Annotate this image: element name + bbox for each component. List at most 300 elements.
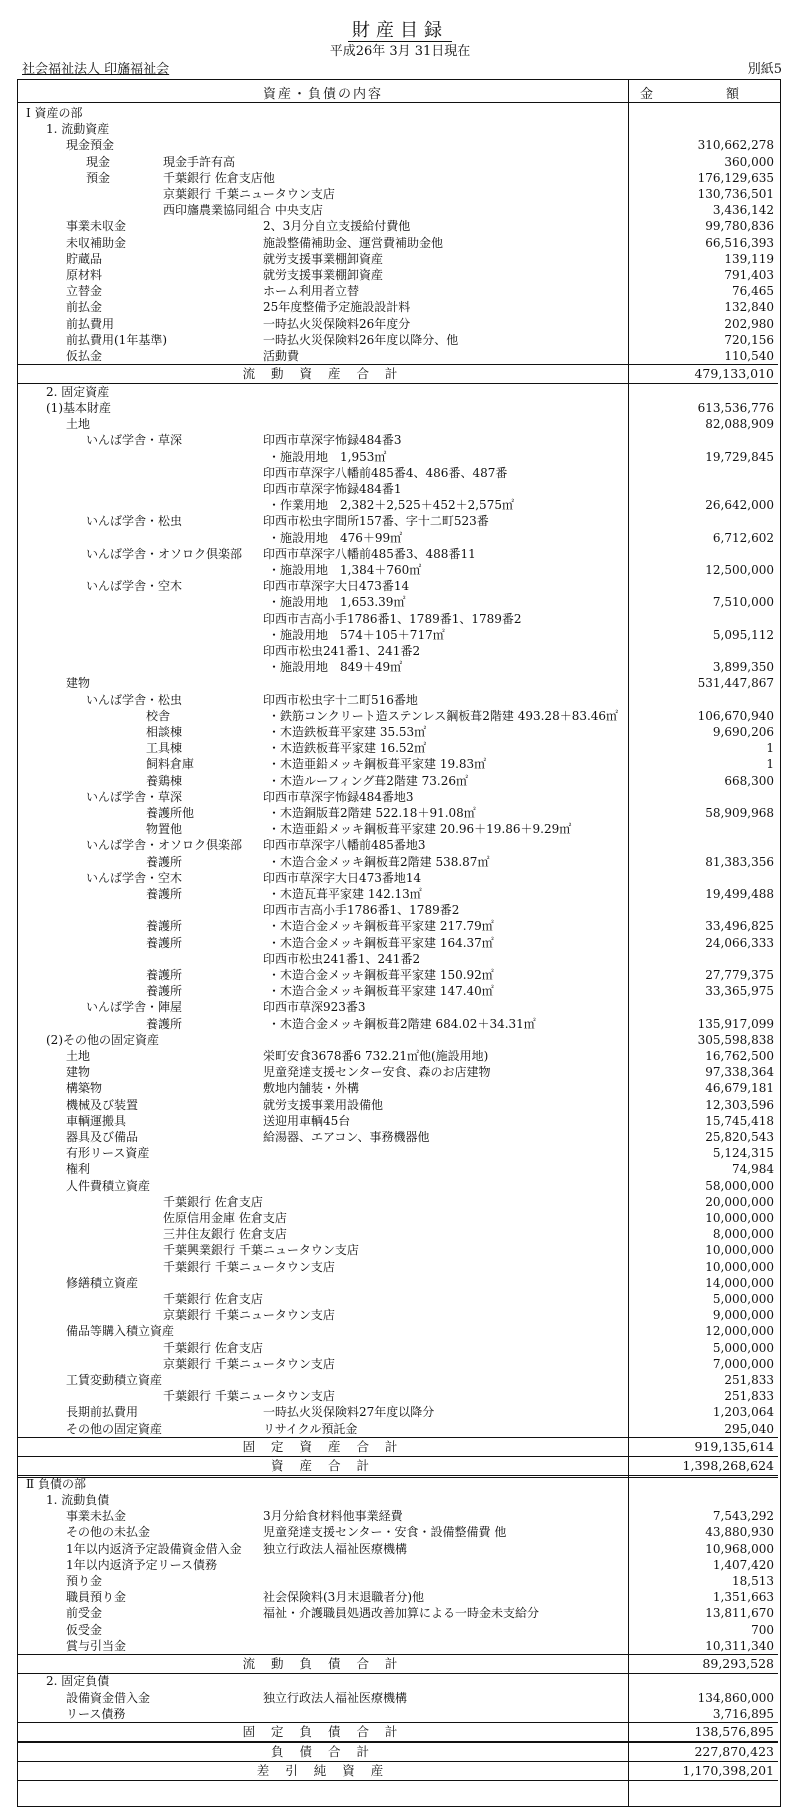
item-description: 活動費 <box>263 349 300 363</box>
item-amount: 7,000,000 <box>712 1356 774 1371</box>
item-label: いんば学舎・陣屋 <box>86 1000 183 1015</box>
organization-name: 社会福祉法人 印旛福祉会 <box>22 62 170 77</box>
item-label: 前払費用 <box>66 316 115 331</box>
item-label: 前払金 <box>66 300 103 315</box>
item-amount: 110,540 <box>724 349 774 363</box>
item-description: 就労支援事業用設備他 <box>263 1097 384 1112</box>
item-label: 物置他 <box>146 822 183 837</box>
item-description: ・木造亜鉛メッキ鋼板葺平家建 19.83㎡ <box>268 757 487 772</box>
item-description: 敷地内舗装・外構 <box>263 1081 360 1096</box>
table-row <box>18 121 778 137</box>
item-amount: 12,000,000 <box>705 1324 774 1339</box>
subtotal-amount: 1,170,398,201 <box>682 1763 774 1778</box>
item-description: 印西市松虫241番1、241番2 <box>263 643 421 658</box>
item-description: ・木造合金メッキ鋼板葺平家建 217.79㎡ <box>268 919 494 934</box>
item-amount: 531,447,867 <box>697 676 774 691</box>
item-description: 施設整備補助金、運営費補助金他 <box>263 235 444 250</box>
item-label: 権利 <box>66 1162 91 1177</box>
item-amount: 3,899,350 <box>712 660 774 675</box>
item-label: 預金 <box>86 170 111 185</box>
subtotal-label: 固 定 資 産 合 計 <box>242 1438 404 1454</box>
item-amount: 1,407,420 <box>712 1557 774 1572</box>
table-row <box>18 724 778 740</box>
table-row <box>18 1080 778 1096</box>
item-label: いんば学舎・松虫 <box>86 514 183 529</box>
item-label: いんば学舎・草深 <box>86 789 183 804</box>
item-label: 工具棟 <box>146 741 183 756</box>
table-row <box>18 1476 778 1492</box>
item-label: 校舎 <box>146 708 171 723</box>
table-row <box>18 854 778 870</box>
item-amount: 82,088,909 <box>705 417 774 432</box>
table-row <box>18 1356 778 1372</box>
item-description: 印西市松虫241番1、241番2 <box>263 951 421 966</box>
item-description: 京葉銀行 千葉ニュータウン支店 <box>163 187 335 201</box>
item-label: 現金 <box>86 154 111 169</box>
item-label: 仮受金 <box>66 1622 103 1637</box>
item-amount: 5,095,112 <box>712 627 774 642</box>
item-description: ・木造瓦葺平家建 142.13㎡ <box>268 886 422 901</box>
item-amount: 1,351,663 <box>712 1590 774 1605</box>
table-row <box>18 562 778 578</box>
item-amount: 74,984 <box>732 1162 774 1177</box>
subtotal-amount: 479,133,010 <box>694 366 774 382</box>
item-description: ・鉄筋コンクリート造ステンレス鋼板葺2階建 493.28＋83.46㎡ <box>268 708 619 723</box>
table-row <box>18 756 778 772</box>
item-amount: 176,129,635 <box>697 170 774 185</box>
table-row <box>18 886 778 902</box>
item-label: 土地 <box>66 417 91 432</box>
table-row <box>18 821 778 837</box>
item-amount: 1 <box>766 757 774 772</box>
item-description: 千葉銀行 佐倉支店 <box>163 1291 263 1306</box>
item-label: 事業未収金 <box>66 219 127 234</box>
item-label: 養護所 <box>146 984 183 999</box>
item-description: 印西市草深字怖録484番3 <box>263 433 402 448</box>
table-row <box>18 1226 778 1242</box>
table-row <box>18 999 778 1015</box>
item-description: ・施設用地 476＋99㎡ <box>268 530 403 545</box>
item-amount: 81,383,356 <box>705 854 774 869</box>
subtotal-row <box>18 364 778 384</box>
item-label: 前払費用(1年基準) <box>66 332 167 347</box>
item-description: 印西市吉高小手1786番1、1789番2 <box>263 903 460 918</box>
table-row <box>18 1161 778 1177</box>
table-row <box>18 348 778 364</box>
item-amount: 10,000,000 <box>705 1243 774 1258</box>
item-description: ・木造合金メッキ鋼板葺平家建 147.40㎡ <box>268 984 494 999</box>
item-amount: 76,465 <box>732 284 774 299</box>
item-amount: 16,762,500 <box>705 1048 774 1063</box>
item-description: 独立行政法人福祉医療機構 <box>263 1541 408 1556</box>
item-description: 印西市吉高小手1786番1、1789番1、1789番2 <box>263 611 522 626</box>
table-row <box>18 692 778 708</box>
item-description: 2、3月分自立支援給付費他 <box>263 219 411 234</box>
item-label: 養護所他 <box>146 805 195 820</box>
table-row <box>18 218 778 234</box>
item-amount: 6,712,602 <box>712 530 774 545</box>
item-amount: 668,300 <box>724 773 774 788</box>
item-description: ・施設用地 1,653.39㎡ <box>268 595 406 610</box>
item-label: 養護所 <box>146 967 183 982</box>
subtotal-row <box>18 1722 778 1742</box>
item-label: いんば学舎・オソロク倶楽部 <box>86 838 243 853</box>
table-row <box>18 1097 778 1113</box>
item-label: 長期前払費用 <box>66 1405 139 1420</box>
item-label: 設備資金借入金 <box>66 1690 151 1705</box>
subtotal-row <box>18 1742 778 1762</box>
item-amount: 12,500,000 <box>705 562 774 577</box>
item-description: 一時払火災保険料27年度以降分 <box>263 1405 435 1420</box>
table-row <box>18 1291 778 1307</box>
table-row <box>18 1508 778 1524</box>
item-description: 社会保険料(3月末退職者分)他 <box>263 1590 424 1605</box>
item-label: 機械及び装置 <box>66 1097 139 1112</box>
table-row <box>18 1690 778 1706</box>
table-row <box>18 708 778 724</box>
item-label: 器具及び備品 <box>66 1129 139 1144</box>
item-amount: 15,745,418 <box>705 1113 774 1128</box>
item-description: 就労支援事業棚卸資産 <box>263 251 384 266</box>
item-amount: 1,203,064 <box>712 1405 774 1420</box>
item-amount: 99,780,836 <box>705 219 774 234</box>
item-amount: 130,736,501 <box>697 187 774 201</box>
item-label: 建物 <box>66 1065 91 1080</box>
item-amount: 18,513 <box>732 1573 774 1588</box>
subtotal-amount: 89,293,528 <box>702 1655 774 1671</box>
item-description: ・木造合金メッキ鋼板葺2階建 538.87㎡ <box>268 854 490 869</box>
document-title <box>0 16 800 42</box>
item-amount: 19,499,488 <box>705 886 774 901</box>
table-row <box>18 1064 778 1080</box>
item-amount: 46,679,181 <box>705 1081 774 1096</box>
subtotal-row <box>18 1761 778 1781</box>
inventory-table <box>17 79 781 1807</box>
item-amount: 613,536,776 <box>697 400 774 415</box>
item-label: 事業未払金 <box>66 1509 127 1524</box>
item-description: 印西市草深字大日473番地14 <box>263 870 422 885</box>
item-label: 貯蔵品 <box>66 251 103 266</box>
table-row <box>18 1492 778 1508</box>
table-row <box>18 627 778 643</box>
item-description: ・木造合金メッキ鋼板葺2階建 684.02＋34.31㎡ <box>268 1016 536 1031</box>
item-label: 仮払金 <box>66 349 103 363</box>
table-row <box>18 170 778 186</box>
item-description: ・木造亜鉛メッキ鋼板葺平家建 20.96＋19.86＋9.29㎡ <box>268 822 572 837</box>
subtotal-label: 差 引 純 資 産 <box>256 1763 390 1778</box>
item-amount: 58,000,000 <box>705 1178 774 1193</box>
item-description: 一時払火災保険料26年度分 <box>263 316 411 331</box>
item-description: 印西市草深字怖録484番1 <box>263 481 402 496</box>
item-description: 送迎用車輌45台 <box>263 1113 351 1128</box>
item-amount: 7,510,000 <box>712 595 774 610</box>
item-label: 1. 流動資産 <box>46 122 110 137</box>
table-row <box>18 400 778 416</box>
item-description: 印西市草深字八幡前485番地3 <box>263 838 426 853</box>
table-row <box>18 611 778 627</box>
item-label: いんば学舎・松虫 <box>86 692 183 707</box>
table-row <box>18 267 778 283</box>
table-row <box>18 1605 778 1621</box>
item-label: 有形リース資産 <box>66 1146 150 1161</box>
item-label: 前受金 <box>66 1606 103 1621</box>
item-description: 西印旛農業協同組合 中央支店 <box>163 203 323 218</box>
table-row <box>18 530 778 546</box>
item-label: 2. 固定資産 <box>46 384 110 399</box>
table-row <box>18 935 778 951</box>
table-row <box>18 918 778 934</box>
document-title-text: 財産目録 <box>348 20 452 42</box>
item-description: 児童発達支援センター安食、森のお店建物 <box>263 1065 491 1080</box>
as-of-date: 平成26年 3月 31日現在 <box>329 44 471 59</box>
item-amount: 27,779,375 <box>705 967 774 982</box>
item-label: いんば学舎・オソロク倶楽部 <box>86 546 243 561</box>
item-label: 現金預金 <box>66 138 115 153</box>
table-row <box>18 1307 778 1323</box>
item-amount: 1 <box>766 741 774 756</box>
item-label: 飼料倉庫 <box>146 757 195 772</box>
item-description: 千葉銀行 佐倉支店 <box>163 1340 263 1355</box>
item-description: 印西市松虫字間所157番、字十二町523番 <box>263 514 489 529</box>
item-label: 1年以内返済予定リース債務 <box>66 1557 218 1572</box>
table-row <box>18 137 778 153</box>
table-row <box>18 202 778 218</box>
item-amount: 9,690,206 <box>712 724 774 739</box>
item-description: ホーム利用者立替 <box>263 284 360 299</box>
table-row <box>18 805 778 821</box>
item-description: 印西市草深字怖録484番地3 <box>263 789 414 804</box>
table-row <box>18 594 778 610</box>
table-row <box>18 299 778 315</box>
item-description: 就労支援事業棚卸資産 <box>263 268 384 282</box>
table-row <box>18 1129 778 1145</box>
item-description: 印西市松虫字十二町516番地 <box>263 692 418 707</box>
item-label: 1年以内返済予定設備資金借入金 <box>66 1541 242 1556</box>
table-row <box>18 332 778 348</box>
table-row <box>18 449 778 465</box>
item-amount: 13,811,670 <box>705 1606 774 1621</box>
subtotal-amount: 227,870,423 <box>694 1743 774 1759</box>
item-description: 京葉銀行 千葉ニュータウン支店 <box>163 1308 335 1323</box>
item-description: 千葉興業銀行 千葉ニュータウン支店 <box>163 1243 359 1258</box>
item-amount: 26,642,000 <box>705 498 774 513</box>
item-amount: 202,980 <box>724 316 774 331</box>
item-description: ・木造合金メッキ鋼板葺平家建 150.92㎡ <box>268 967 494 982</box>
item-label: いんば学舎・空木 <box>86 870 183 885</box>
table-row <box>18 251 778 267</box>
subtotal-row <box>18 1654 778 1674</box>
table-row <box>18 235 778 251</box>
item-description: 京葉銀行 千葉ニュータウン支店 <box>163 1356 335 1371</box>
table-row <box>18 643 778 659</box>
item-label: 構築物 <box>66 1081 103 1096</box>
table-row <box>18 1113 778 1129</box>
table-header <box>18 80 780 103</box>
subtotal-label: 負 債 合 計 <box>271 1743 375 1759</box>
table-row <box>18 578 778 594</box>
item-amount: 97,338,364 <box>705 1065 774 1080</box>
item-label: 2. 固定負債 <box>46 1674 110 1689</box>
table-row <box>18 1557 778 1573</box>
table-row <box>18 316 778 332</box>
item-label: リース債務 <box>66 1706 126 1721</box>
item-amount: 305,598,838 <box>697 1032 774 1047</box>
item-description: 印西市草深字八幡前485番4、486番、487番 <box>263 465 508 480</box>
table-row <box>18 902 778 918</box>
item-description: 千葉銀行 佐倉支店他 <box>163 170 275 185</box>
table-row <box>18 870 778 886</box>
item-label: 養護所 <box>146 886 183 901</box>
item-description: 佐原信用金庫 佐倉支店 <box>163 1210 287 1225</box>
table-row <box>18 497 778 513</box>
item-description: 千葉銀行 千葉ニュータウン支店 <box>163 1259 335 1274</box>
item-description: 三井住友銀行 佐倉支店 <box>163 1227 287 1242</box>
item-amount: 9,000,000 <box>712 1308 774 1323</box>
item-amount: 700 <box>751 1622 774 1637</box>
subtotal-amount: 919,135,614 <box>694 1438 774 1454</box>
table-row <box>18 1323 778 1339</box>
table-row <box>18 837 778 853</box>
item-amount: 33,496,825 <box>705 919 774 934</box>
table-row <box>18 675 778 691</box>
item-amount: 5,124,315 <box>712 1146 774 1161</box>
table-row <box>18 951 778 967</box>
item-label: 職員預り金 <box>66 1590 127 1605</box>
table-row <box>18 789 778 805</box>
item-label: 土地 <box>66 1048 91 1063</box>
item-amount: 251,833 <box>724 1389 774 1404</box>
item-label: 人件費積立資産 <box>66 1178 151 1193</box>
item-label: 建物 <box>66 676 91 691</box>
item-description: 3月分給食材料他事業経費 <box>263 1509 403 1524</box>
item-amount: 43,880,930 <box>705 1525 774 1540</box>
table-row <box>18 1210 778 1226</box>
item-amount: 10,968,000 <box>705 1541 774 1556</box>
item-description: ・木造鉄板葺平家建 16.52㎡ <box>268 741 427 756</box>
table-row <box>18 1421 778 1437</box>
item-label: 養護所 <box>146 854 183 869</box>
item-amount: 8,000,000 <box>712 1227 774 1242</box>
table-row <box>18 1372 778 1388</box>
item-label: いんば学舎・空木 <box>86 579 183 594</box>
subtotal-amount: 1,398,268,624 <box>682 1458 774 1474</box>
item-amount: 10,311,340 <box>705 1638 774 1653</box>
subtotal-label: 流 動 資 産 合 計 <box>242 366 404 382</box>
item-description: ・施設用地 1,953㎡ <box>268 449 387 464</box>
item-label: 工賃変動積立資産 <box>66 1372 163 1387</box>
table-row <box>18 154 778 170</box>
item-label: 養護所 <box>146 919 183 934</box>
item-description: 給湯器、エアコン、事務機器他 <box>263 1129 430 1144</box>
item-amount: 106,670,940 <box>697 708 774 723</box>
item-amount: 720,156 <box>724 332 774 347</box>
table-row <box>18 1016 778 1032</box>
item-description: 独立行政法人福祉医療機構 <box>263 1690 408 1705</box>
item-label: 養護所 <box>146 1016 183 1031</box>
item-amount: 134,860,000 <box>697 1690 774 1705</box>
table-row <box>18 740 778 756</box>
table-row <box>18 283 778 299</box>
item-amount: 14,000,000 <box>705 1275 774 1290</box>
item-amount: 10,000,000 <box>705 1259 774 1274</box>
table-row <box>18 1573 778 1589</box>
item-label: Ⅰ 資産の部 <box>26 106 83 120</box>
table-row <box>18 1589 778 1605</box>
item-description: ・作業用地 2,382＋2,525＋452＋2,575㎡ <box>268 498 514 513</box>
table-row <box>18 1275 778 1291</box>
item-amount: 251,833 <box>724 1372 774 1387</box>
item-amount: 5,000,000 <box>712 1340 774 1355</box>
item-description: 印西市草深字八幡前485番3、488番11 <box>263 546 476 561</box>
item-label: (2)その他の固定資産 <box>46 1032 159 1047</box>
table-row <box>18 416 778 432</box>
table-row <box>18 546 778 562</box>
table-row <box>18 967 778 983</box>
item-description: 一時払火災保険料26年度以降分、他 <box>263 332 459 347</box>
item-label: 相談棟 <box>146 724 183 739</box>
item-amount: 20,000,000 <box>705 1194 774 1209</box>
item-label: 車輌運搬具 <box>66 1113 127 1128</box>
table-row <box>18 659 778 675</box>
amount-column-header: 金 額 <box>639 87 769 102</box>
table-row <box>18 432 778 448</box>
item-description: ・施設用地 1,384＋760㎡ <box>268 562 422 577</box>
item-label: Ⅱ 負債の部 <box>26 1476 86 1491</box>
item-label: 備品等購入積立資産 <box>66 1324 175 1339</box>
table-row <box>18 1673 778 1689</box>
item-label: いんば学舎・草深 <box>86 433 183 448</box>
item-description: ・木造鉄板葺平家建 35.53㎡ <box>268 724 427 739</box>
table-row <box>18 481 778 497</box>
item-description: 千葉銀行 千葉ニュータウン支店 <box>163 1389 335 1404</box>
table-row <box>18 384 778 400</box>
item-label: 1. 流動負債 <box>46 1492 110 1507</box>
table-row <box>18 465 778 481</box>
item-description: 千葉銀行 佐倉支店 <box>163 1194 263 1209</box>
item-amount: 3,436,142 <box>712 203 774 218</box>
table-row <box>18 1145 778 1161</box>
item-label: (1)基本財産 <box>46 400 111 415</box>
table-row <box>18 1404 778 1420</box>
item-amount: 3,716,895 <box>712 1706 774 1721</box>
table-row <box>18 513 778 529</box>
table-row <box>18 983 778 999</box>
item-amount: 139,119 <box>724 251 774 266</box>
item-amount: 132,840 <box>724 300 774 315</box>
table-row <box>18 1638 778 1654</box>
table-row <box>18 1048 778 1064</box>
table-row <box>18 105 778 121</box>
item-amount: 295,040 <box>724 1421 774 1436</box>
item-label: 立替金 <box>66 284 103 299</box>
subtotal-label: 流 動 負 債 合 計 <box>242 1655 404 1671</box>
item-amount: 66,516,393 <box>705 235 774 250</box>
item-label: 未収補助金 <box>66 235 127 250</box>
table-row <box>18 1541 778 1557</box>
item-description: 児童発達支援センター・安食・設備整備費 他 <box>263 1525 507 1540</box>
item-description: 栄町安食3678番6 732.21㎡他(施設用地) <box>263 1048 489 1063</box>
item-label: 修繕積立資産 <box>66 1275 139 1290</box>
table-row <box>18 1622 778 1638</box>
item-description: ・施設用地 574＋105＋717㎡ <box>268 627 445 642</box>
item-amount: 791,403 <box>724 268 774 282</box>
table-row <box>18 1388 778 1404</box>
table-row <box>18 1259 778 1275</box>
table-row <box>18 1524 778 1540</box>
item-amount: 12,303,596 <box>705 1097 774 1112</box>
item-description: 25年度整備予定施設設計料 <box>263 300 411 315</box>
item-description: 印西市草深字大日473番14 <box>263 579 410 594</box>
